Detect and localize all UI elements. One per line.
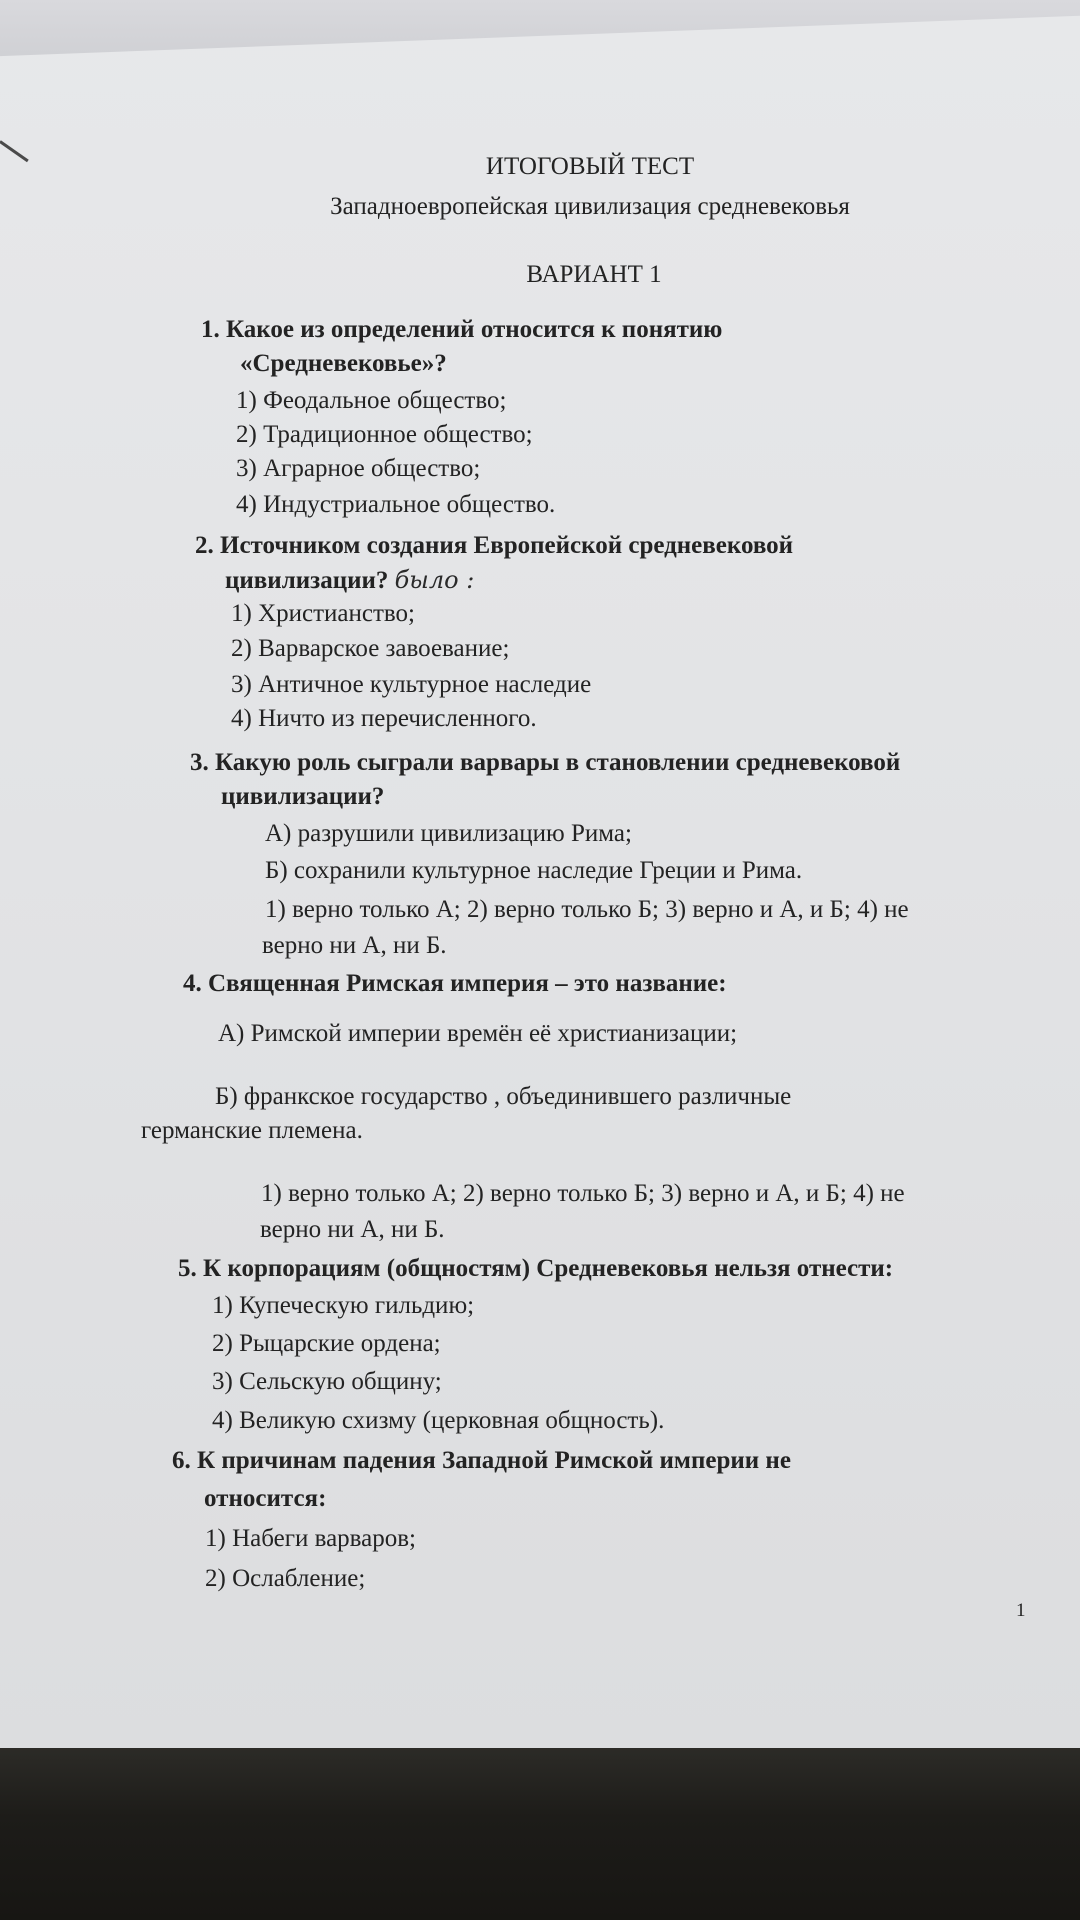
question-2-option-1: 1) Христианство;: [231, 600, 415, 627]
question-2-line-1: 2. Источником создания Европейской средневековой: [195, 532, 794, 559]
question-5-line-1: 5. К корпорациям (общностям) Средневековья нельзя отнести:: [178, 1255, 894, 1282]
question-3-statement-b: Б) сохранили культурное наследие Греции и Рима.: [265, 857, 803, 884]
question-3-answers-line-2: верно ни А, ни Б.: [262, 932, 447, 959]
question-1-option-2: 2) Традиционное общество;: [236, 421, 533, 448]
question-1-option-1: 1) Феодальное общество;: [236, 387, 507, 414]
question-3-statement-a: А) разрушили цивилизацию Рима;: [265, 820, 632, 847]
test-subtitle: Западноевропейская цивилизация средневековья: [330, 193, 850, 220]
question-4-line-1: 4. Священная Римская империя – это название:: [183, 970, 727, 997]
question-4-answers-line-1: 1) верно только А; 2) верно только Б; 3) верно и А, и Б; 4) не: [261, 1180, 905, 1207]
question-4-statement-a: А) Римской империи времён её христианизации;: [218, 1020, 738, 1047]
question-6-option-2: 2) Ослабление;: [205, 1565, 366, 1592]
question-5-option-3: 3) Сельскую общину;: [212, 1368, 442, 1395]
question-2-option-2: 2) Варварское завоевание;: [231, 635, 510, 662]
question-1-option-3: 3) Аграрное общество;: [236, 455, 481, 482]
question-4-answers-line-2: верно ни А, ни Б.: [260, 1216, 445, 1243]
question-5-option-1: 1) Купеческую гильдию;: [212, 1292, 475, 1319]
question-1-line-1: 1. Какое из определений относится к понятию: [201, 316, 723, 343]
question-1-line-2: «Средневековье»?: [240, 350, 447, 377]
page-number: 1: [1016, 1600, 1026, 1621]
test-title: ИТОГОВЫЙ ТЕСТ: [485, 153, 695, 180]
handwritten-note: было :: [394, 566, 475, 594]
dark-surface: [0, 1748, 1080, 1920]
question-6-line-1: 6. К причинам падения Западной Римской империи не: [172, 1447, 791, 1474]
question-6-line-2: относится:: [204, 1485, 327, 1512]
question-4-statement-b: Б) франкское государство , объединившего различные: [215, 1083, 792, 1110]
question-3-line-1: 3. Какую роль сыграли варвары в становлении средневековой: [190, 749, 901, 776]
question-5-option-4: 4) Великую схизму (церковная общность).: [212, 1407, 665, 1434]
question-2-line-2-text: цивилизации?: [225, 567, 389, 594]
question-3-answers-line-1: 1) верно только А; 2) верно только Б; 3) верно и А, и Б; 4) не: [265, 896, 909, 923]
question-2-option-4: 4) Ничто из перечисленного.: [231, 705, 537, 732]
question-6-option-1: 1) Набеги варваров;: [205, 1525, 416, 1552]
question-5-option-2: 2) Рыцарские ордена;: [212, 1330, 441, 1357]
question-2-line-2: [225, 566, 474, 595]
question-3-line-2: цивилизации?: [221, 783, 385, 810]
variant-heading: ВАРИАНТ 1: [526, 261, 662, 288]
question-2-option-3: 3) Античное культурное наследие: [231, 671, 592, 698]
question-1-option-4: 4) Индустриальное общество.: [236, 491, 556, 518]
question-4-statement-b-cont: германские племена.: [141, 1117, 363, 1144]
